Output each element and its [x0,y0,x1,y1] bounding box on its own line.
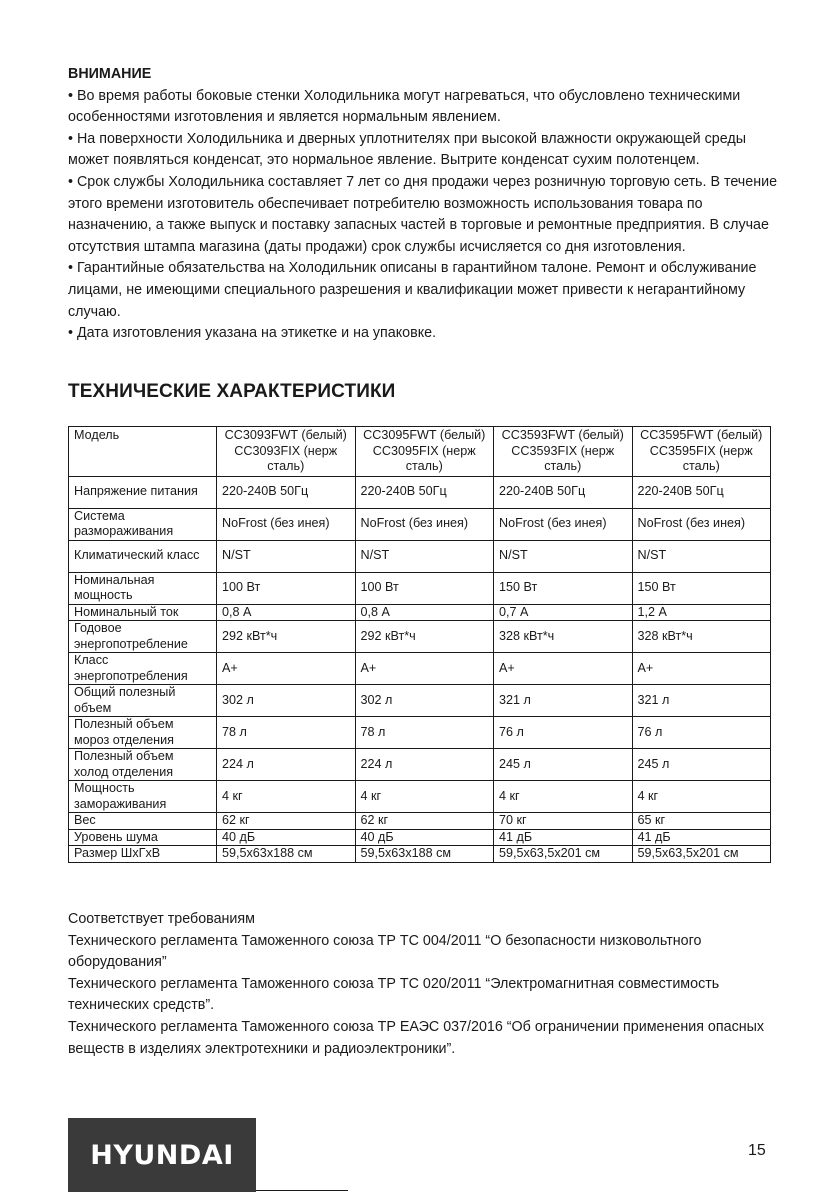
compliance-line: Технического регламента Таможенного союза ТР ЕАЭС 037/2016 “Об ограничении применения опасных веществ в изделиях электротехники и радиоэлектроники”. [68,1018,765,1057]
table-row [69,604,771,621]
model-cell: CC3093FWT (белый) CC3093FIX (нерж сталь) [217,427,356,477]
value-cell: 245 л [494,749,633,781]
value-cell: 100 Вт [217,572,356,604]
value-cell: 62 кг [355,813,494,830]
table-row [69,829,771,846]
value-cell: 40 дБ [355,829,494,846]
value-cell: 4 кг [355,781,494,813]
value-cell: А+ [355,653,494,685]
value-cell: А+ [494,653,633,685]
value-cell: NoFrost (без инея) [217,508,356,540]
value-cell: 321 л [494,685,633,717]
value-cell: 245 л [632,749,771,781]
warning-paragraph: • Дата изготовления указана на этикетке и на упаковке. [68,325,437,342]
value-cell: N/ST [632,540,771,572]
value-cell: 41 дБ [494,829,633,846]
value-cell: 65 кг [632,813,771,830]
value-cell: 70 кг [494,813,633,830]
table-row [69,653,771,685]
value-cell: А+ [632,653,771,685]
value-cell: 328 кВт*ч [632,621,771,653]
row-label-cell: Уровень шума [69,829,217,846]
page-number: 15 [748,1142,766,1159]
row-label-cell: Номинальный ток [69,604,217,621]
table-row [69,621,771,653]
value-cell: 4 кг [217,781,356,813]
row-label-cell: Класс энергопотребления [69,653,217,685]
row-label-cell: Общий полезный объем [69,685,217,717]
value-cell: 321 л [632,685,771,717]
row-label-cell: Вес [69,813,217,830]
value-cell: 78 л [217,717,356,749]
table-row [69,508,771,540]
value-cell: 59,5х63х188 см [217,846,356,863]
value-cell: 220-240В 50Гц [494,476,633,508]
warning-paragraph: • Срок службы Холодильника составляет 7 лет со дня продажи через розничную торговую сеть. В течение этого времени изготовитель обеспечивает потребителю возможность использования товара по назначению, а также выпуск и поставку запасных частей в торговые и ремонтные предприятия. В случае отсутствия штампа магазина (даты продажи) срок службы исчисляется со дня изготовления. [68,173,778,255]
value-cell: 150 Вт [632,572,771,604]
warning-paragraph: • На поверхности Холодильника и дверных уплотнителях при высокой влажности окружающей среды может появляться конденсат, это нормальное явление. Вытрите конденсат сухим полотенцем. [68,130,746,169]
compliance-line: Технического регламента Таможенного союза ТР ТС 004/2011 “О безопасности низковольтного оборудования” [68,932,702,971]
value-cell: 220-240В 50Гц [217,476,356,508]
model-cell: CC3595FWT (белый) CC3595FIX (нерж сталь) [632,427,771,477]
row-label-cell: Система размораживания [69,508,217,540]
value-cell: 220-240В 50Гц [632,476,771,508]
value-cell: 302 л [217,685,356,717]
table-header-row [69,427,771,477]
value-cell: 1,2 А [632,604,771,621]
specs-table [68,426,771,863]
header-label-cell: Модель [69,427,217,477]
value-cell: 41 дБ [632,829,771,846]
row-label-cell: Номинальная мощность [69,572,217,604]
table-row [69,717,771,749]
table-row [69,540,771,572]
value-cell: 59,5х63,5х201 см [494,846,633,863]
warning-section [68,64,778,345]
value-cell: 328 кВт*ч [494,621,633,653]
value-cell: 4 кг [632,781,771,813]
warning-paragraph: • Гарантийные обязательства на Холодильник описаны в гарантийном талоне. Ремонт и обслуживание лицами, не имеющими специального разрешения и квалификации может привести к негарантийному случаю. [68,260,757,320]
value-cell: 224 л [355,749,494,781]
specs-title: ТЕХНИЧЕСКИЕ ХАРАКТЕРИСТИКИ [68,381,396,402]
value-cell: 76 л [632,717,771,749]
value-cell: NoFrost (без инея) [355,508,494,540]
value-cell: 78 л [355,717,494,749]
table-row [69,476,771,508]
value-cell: NoFrost (без инея) [494,508,633,540]
row-label-cell: Годовое энергопотребление [69,621,217,653]
compliance-section [68,909,778,1060]
table-row [69,749,771,781]
table-row [69,685,771,717]
model-cell: CC3095FWT (белый) CC3095FIX (нерж сталь) [355,427,494,477]
row-label-cell: Полезный объем мороз отделения [69,717,217,749]
value-cell: 4 кг [494,781,633,813]
value-cell: 0,7 А [494,604,633,621]
value-cell: 100 Вт [355,572,494,604]
model-cell: CC3593FWT (белый) CC3593FIX (нерж сталь) [494,427,633,477]
row-label-cell: Размер ШхГхВ [69,846,217,863]
value-cell: 292 кВт*ч [355,621,494,653]
value-cell: А+ [217,653,356,685]
row-label-cell: Напряжение питания [69,476,217,508]
table-row [69,813,771,830]
value-cell: 150 Вт [494,572,633,604]
row-label-cell: Мощность замораживания [69,781,217,813]
value-cell: 62 кг [217,813,356,830]
brand-logo: HYUNDAI [68,1118,256,1192]
value-cell: N/ST [217,540,356,572]
table-row [69,781,771,813]
value-cell: NoFrost (без инея) [632,508,771,540]
row-label-cell: Климатический класс [69,540,217,572]
value-cell: 302 л [355,685,494,717]
warning-paragraph: • Во время работы боковые стенки Холодильника могут нагреваться, что обусловлено техническими особенностями изготовления и является нормальным явлением. [68,87,741,126]
table-row [69,572,771,604]
row-label-cell: Полезный объем холод отделения [69,749,217,781]
value-cell: N/ST [355,540,494,572]
value-cell: 220-240В 50Гц [355,476,494,508]
value-cell: 40 дБ [217,829,356,846]
table-row [69,846,771,863]
compliance-line: Соответствует требованиям [68,911,255,927]
compliance-line: Технического регламента Таможенного союза ТР ТС 020/2011 “Электромагнитная совместимость технических средств”. [68,975,720,1014]
footer-divider [256,1190,348,1191]
value-cell: 292 кВт*ч [217,621,356,653]
warning-heading: ВНИМАНИЕ [68,66,152,82]
value-cell: N/ST [494,540,633,572]
value-cell: 0,8 А [217,604,356,621]
value-cell: 76 л [494,717,633,749]
value-cell: 59,5х63х188 см [355,846,494,863]
value-cell: 59,5х63,5х201 см [632,846,771,863]
value-cell: 0,8 А [355,604,494,621]
value-cell: 224 л [217,749,356,781]
